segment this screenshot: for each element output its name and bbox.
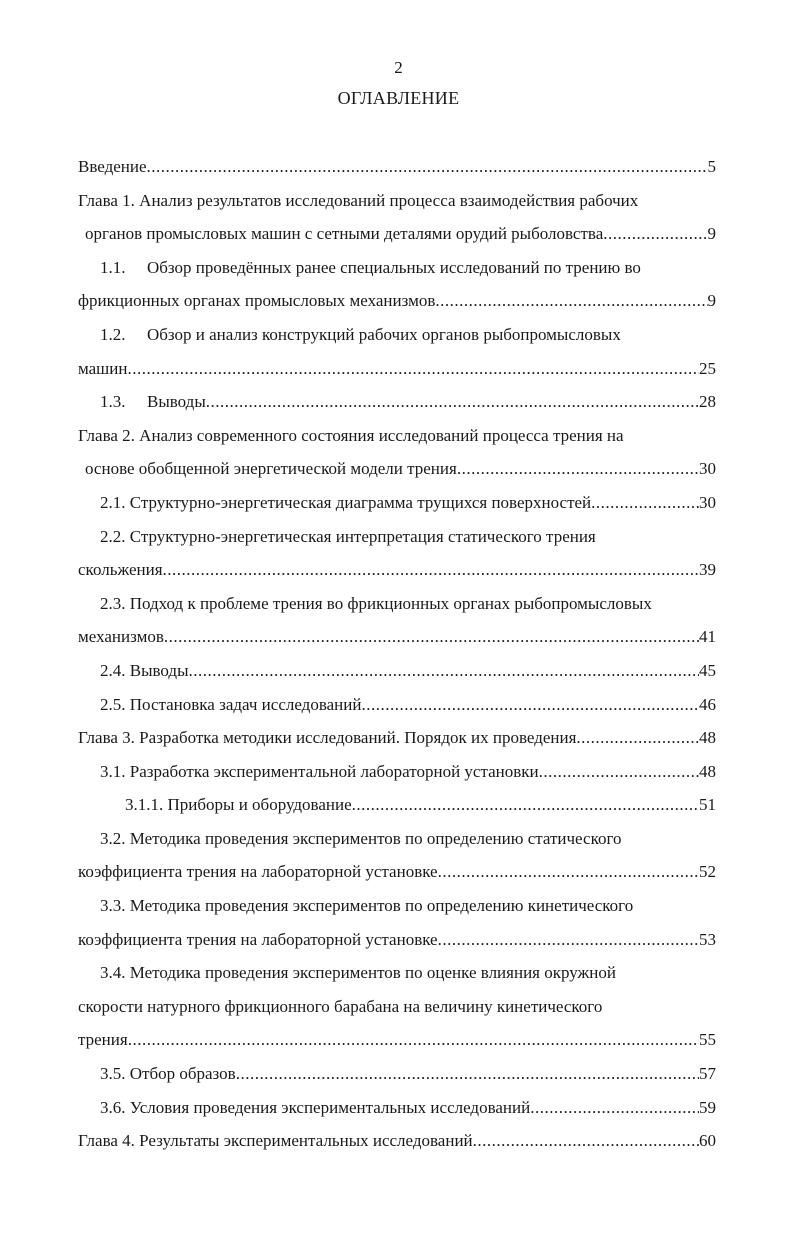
toc-page-number: 57 — [699, 1064, 716, 1084]
toc-page-number: 53 — [699, 929, 716, 949]
toc-entry-title: 3.4. Методика проведения экспериментов по оценке влияния окружной — [100, 963, 616, 983]
dot-leader — [576, 721, 699, 755]
toc-entry-section-2-4[interactable] — [78, 654, 716, 688]
toc-entry-section-3-2[interactable] — [78, 822, 716, 856]
dot-leader — [147, 150, 708, 184]
toc-entry-section-3-3[interactable] — [78, 889, 716, 923]
toc-entry-title: Обзор проведённых ранее специальных исследований по трению во — [147, 257, 641, 277]
dot-leader — [189, 654, 699, 688]
toc-entry-title: Глава 2. Анализ современного состояния исследований процесса трения на — [78, 425, 624, 445]
section-number: 1.3. — [100, 392, 126, 412]
toc-entry-title: 3.2. Методика проведения экспериментов по определению статического — [100, 828, 622, 848]
toc-entry-title: скорости натурного фрикционного барабана на величину кинетического — [78, 996, 603, 1016]
toc-entry-title: 3.6. Условия проведения экспериментальных исследований — [100, 1097, 531, 1117]
section-number: 1.1. — [100, 257, 126, 277]
dot-leader — [438, 855, 699, 889]
toc-page-number: 60 — [699, 1131, 716, 1151]
toc-page-number: 25 — [699, 358, 716, 378]
toc-entry-chapter-4[interactable] — [78, 1124, 716, 1158]
toc-entry-section-1-1-continued[interactable] — [78, 284, 716, 318]
toc-entry-section-3-3-continued[interactable] — [78, 923, 716, 957]
toc-entry-title: 2.3. Подход к проблеме трения во фрикционных органах рыбопромысловых — [100, 593, 652, 613]
toc-entry-section-2-5[interactable] — [78, 688, 716, 722]
toc-entry-title: 2.2. Структурно-энергетическая интерпретация статического трения — [100, 526, 596, 546]
toc-entry-title: 3.1. Разработка экспериментальной лабораторной установки — [100, 761, 539, 781]
toc-page-number: 46 — [699, 694, 716, 714]
toc-entry-title: 3.3. Методика проведения экспериментов по определению кинетического — [100, 896, 634, 916]
toc-page-number: 45 — [699, 660, 716, 680]
page-title: ОГЛАВЛЕНИЕ — [337, 88, 460, 108]
toc-entry-chapter-2[interactable] — [78, 419, 716, 453]
dot-leader — [236, 1057, 699, 1091]
table-of-contents — [78, 150, 716, 1158]
toc-entry-chapter-2-continued[interactable] — [78, 452, 716, 486]
toc-page-number: 30 — [699, 459, 716, 479]
toc-entry-section-2-2-continued[interactable] — [78, 553, 716, 587]
toc-entry-section-1-2[interactable] — [78, 318, 716, 352]
toc-entry-section-3-4-continued-2[interactable] — [78, 1023, 716, 1057]
toc-entry-title: 2.4. Выводы — [100, 660, 189, 680]
toc-entry-chapter-1-continued[interactable] — [78, 217, 716, 251]
toc-page-number: 48 — [699, 728, 716, 748]
toc-entry-title: Глава 1. Анализ результатов исследований процесса взаимодействия рабочих — [78, 190, 639, 210]
toc-entry-section-1-2-continued[interactable] — [78, 352, 716, 386]
toc-entry-title: Выводы — [147, 392, 206, 412]
toc-entry-title: 3.1.1. Приборы и оборудование — [125, 795, 352, 815]
toc-entry-section-2-3-continued[interactable] — [78, 620, 716, 654]
dot-leader — [127, 352, 699, 386]
toc-entry-section-2-2[interactable] — [78, 520, 716, 554]
dot-leader — [361, 688, 699, 722]
toc-entry-title: основе обобщенной энергетической модели трения — [85, 459, 457, 479]
toc-entry-title: 3.5. Отбор образов — [100, 1064, 236, 1084]
dot-leader — [457, 452, 699, 486]
toc-page-number: 28 — [699, 392, 716, 412]
toc-entry-title: 2.1. Структурно-энергетическая диаграмма трущихся поверхностей — [100, 492, 592, 512]
toc-entry-title: коэффициента трения на лабораторной установке — [78, 862, 438, 882]
toc-page-number: 9 — [707, 224, 716, 244]
toc-page-number: 39 — [699, 560, 716, 580]
toc-entry-chapter-3[interactable] — [78, 721, 716, 755]
dot-leader — [473, 1124, 699, 1158]
dot-leader — [206, 385, 699, 419]
toc-page-number: 59 — [699, 1097, 716, 1117]
toc-entry-title: трения — [78, 1030, 128, 1050]
toc-page-number: 30 — [699, 492, 716, 512]
toc-entry-title: Глава 3. Разработка методики исследований. Порядок их проведения — [78, 728, 577, 748]
toc-entry-title: фрикционных органах промысловых механизмов — [78, 291, 436, 311]
toc-page-number: 51 — [699, 795, 716, 815]
dot-leader — [530, 1091, 699, 1125]
toc-page-number: 52 — [699, 862, 716, 882]
toc-entry-section-2-3[interactable] — [78, 587, 716, 621]
toc-entry-section-1-1[interactable] — [78, 251, 716, 285]
toc-entry-intro[interactable] — [78, 150, 716, 184]
toc-page-number: 9 — [707, 291, 716, 311]
section-number: 1.2. — [100, 324, 126, 344]
toc-entry-title: 2.5. Постановка задач исследований — [100, 694, 362, 714]
dot-leader — [435, 284, 707, 318]
toc-entry-section-3-2-continued[interactable] — [78, 855, 716, 889]
toc-entry-section-3-1[interactable] — [78, 755, 716, 789]
toc-entry-section-3-4-continued[interactable] — [78, 990, 716, 1024]
toc-entry-title: машин — [78, 358, 128, 378]
toc-page-number: 5 — [707, 157, 716, 176]
dot-leader — [591, 486, 699, 520]
toc-entry-title: скольжения — [78, 560, 163, 580]
toc-page-number: 41 — [699, 627, 716, 647]
dot-leader — [164, 620, 699, 654]
dot-leader — [603, 217, 707, 251]
dot-leader — [438, 923, 699, 957]
dot-leader — [352, 788, 699, 822]
page-number: 2 — [394, 58, 403, 77]
toc-entry-title: органов промысловых машин с сетными деталями орудий рыболовства — [85, 224, 604, 244]
toc-page-number: 55 — [699, 1030, 716, 1050]
dot-leader — [539, 755, 699, 789]
toc-entry-section-1-3[interactable] — [78, 385, 716, 419]
toc-entry-section-3-6[interactable] — [78, 1091, 716, 1125]
dot-leader — [163, 553, 699, 587]
toc-entry-section-3-4[interactable] — [78, 956, 716, 990]
toc-entry-section-3-5[interactable] — [78, 1057, 716, 1091]
toc-entry-section-3-1-1[interactable] — [78, 788, 716, 822]
toc-entry-chapter-1[interactable] — [78, 184, 716, 218]
toc-entry-title: Обзор и анализ конструкций рабочих органов рыбопромысловых — [147, 324, 621, 344]
toc-entry-title: коэффициента трения на лабораторной установке — [78, 929, 438, 949]
toc-entry-title: механизмов — [78, 627, 164, 647]
toc-entry-title: Введение — [78, 157, 147, 176]
toc-entry-title: Глава 4. Результаты экспериментальных исследований — [78, 1131, 473, 1151]
dot-leader — [128, 1023, 699, 1057]
toc-page-number: 48 — [699, 761, 716, 781]
toc-entry-section-2-1[interactable] — [78, 486, 716, 520]
